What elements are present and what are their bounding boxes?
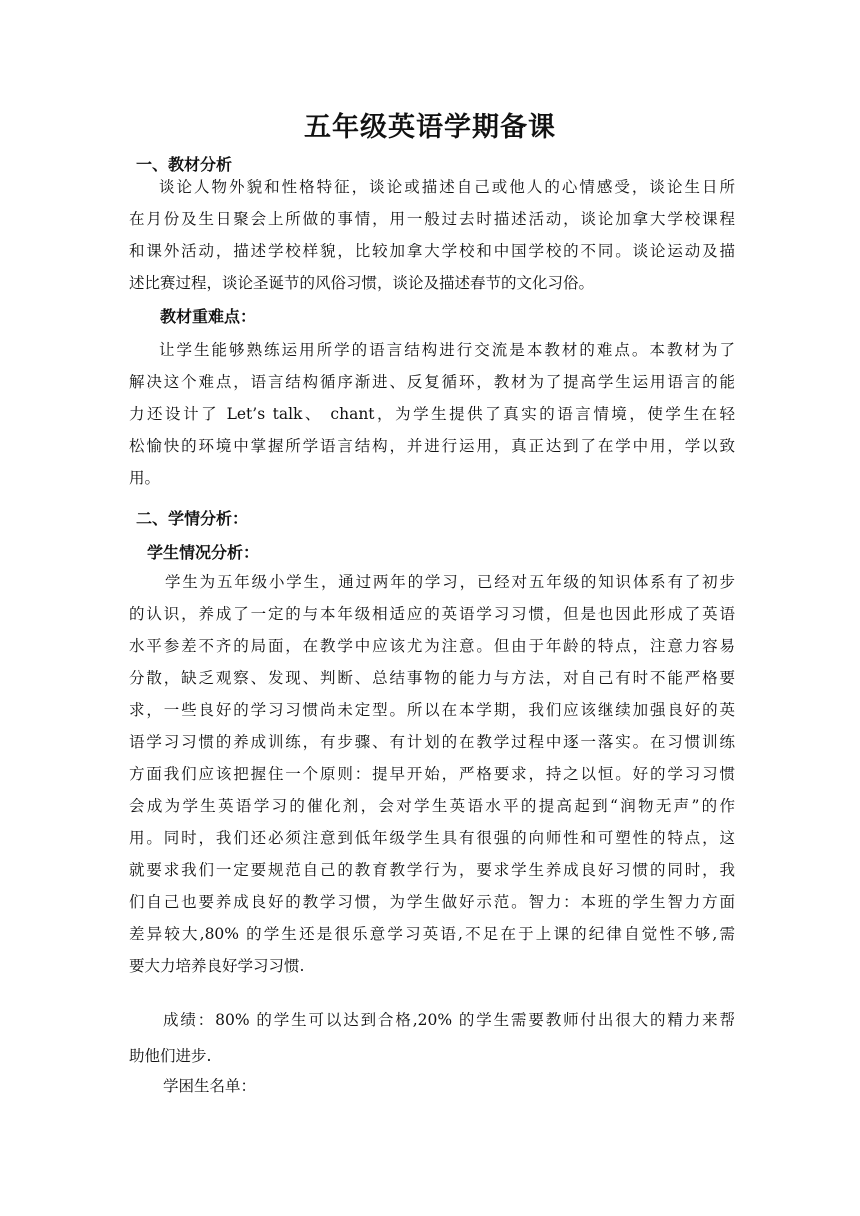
section1-paragraph2	[129, 334, 735, 494]
paragraph-line: 用。同时，我们还必须注意到低年级学生具有很强的向师性和可塑性的特点，这	[129, 829, 735, 847]
section1-heading: 一、教材分析	[136, 155, 233, 174]
paragraph-line: 差异较大,80% 的学生还是很乐意学习英语,不足在于上课的纪律自觉性不够,需	[129, 925, 735, 943]
section1-subheading: 教材重难点：	[160, 307, 257, 326]
paragraph-line: 的认识，养成了一定的与本年级相适应的英语学习习惯，但是也因此形成了英语	[129, 605, 735, 623]
section1-paragraph1	[129, 171, 735, 299]
paragraph-line: 在月份及生日聚会上所做的事情，用一般过去时描述活动，谈论加拿大学校课程	[129, 210, 735, 228]
paragraph-line: 求，一些良好的学习习惯尚未定型。所以在本学期，我们应该继续加强良好的英	[129, 701, 735, 719]
paragraph-line: 们自己也要养成良好的教学习惯，为学生做好示范。智力：本班的学生智力方面	[129, 893, 735, 911]
paragraph-line: 成绩：80% 的学生可以达到合格,20% 的学生需要教师付出很大的精力来帮	[163, 1011, 735, 1029]
section2-heading: 二、学情分析：	[136, 509, 249, 528]
section2-subheading: 学生情况分析：	[147, 543, 260, 562]
paragraph-line: 就要求我们一定要规范自己的教育教学行为，要求学生养成良好习惯的同时，我	[129, 861, 735, 879]
paragraph-line: 会成为学生英语学习的催化剂，会对学生英语水平的提高起到“润物无声”的作	[129, 797, 735, 815]
paragraph-line: 要大力培养良好学习习惯.	[129, 957, 305, 975]
struggling-students-label: 学困生名单：	[163, 1077, 257, 1095]
grades-paragraph	[129, 1002, 735, 1074]
paragraph-line: 谈论人物外貌和性格特征，谈论或描述自己或他人的心情感受，谈论生日所	[159, 178, 735, 196]
paragraph-line: 述比赛过程，谈论圣诞节的风俗习惯，谈论及描述春节的文化习俗。	[129, 274, 595, 292]
section2-paragraph	[129, 566, 735, 982]
paragraph-line: 学生为五年级小学生，通过两年的学习，已经对五年级的知识体系有了初步	[165, 573, 735, 591]
paragraph-line: 水平参差不齐的局面，在教学中应该尤为注意。但由于年龄的特点，注意力容易	[129, 637, 735, 655]
paragraph-line: 用。	[129, 469, 161, 487]
paragraph-line: 力还设计了 Let’s talk、 chant，为学生提供了真实的语言情境，使学生在轻	[129, 405, 735, 423]
paragraph-line: 语学习习惯的养成训练，有步骤、有计划的在教学过程中逐一落实。在习惯训练	[129, 733, 735, 751]
paragraph-line: 方面我们应该把握住一个原则：提早开始，严格要求，持之以恒。好的学习习惯	[129, 765, 735, 783]
paragraph-line: 助他们进步.	[129, 1047, 212, 1065]
paragraph-line: 让学生能够熟练运用所学的语言结构进行交流是本教材的难点。本教材为了	[159, 341, 735, 359]
document-title: 五年级英语学期备课	[304, 112, 556, 143]
paragraph-line: 分散，缺乏观察、发现、判断、总结事物的能力与方法，对自己有时不能严格要	[129, 669, 735, 687]
paragraph-line: 和课外活动，描述学校样貌，比较加拿大学校和中国学校的不同。谈论运动及描	[129, 242, 735, 260]
paragraph-line: 松愉快的环境中掌握所学语言结构，并进行运用，真正达到了在学中用，学以致	[129, 437, 735, 455]
paragraph-line: 解决这个难点，语言结构循序渐进、反复循环，教材为了提高学生运用语言的能	[129, 373, 735, 391]
